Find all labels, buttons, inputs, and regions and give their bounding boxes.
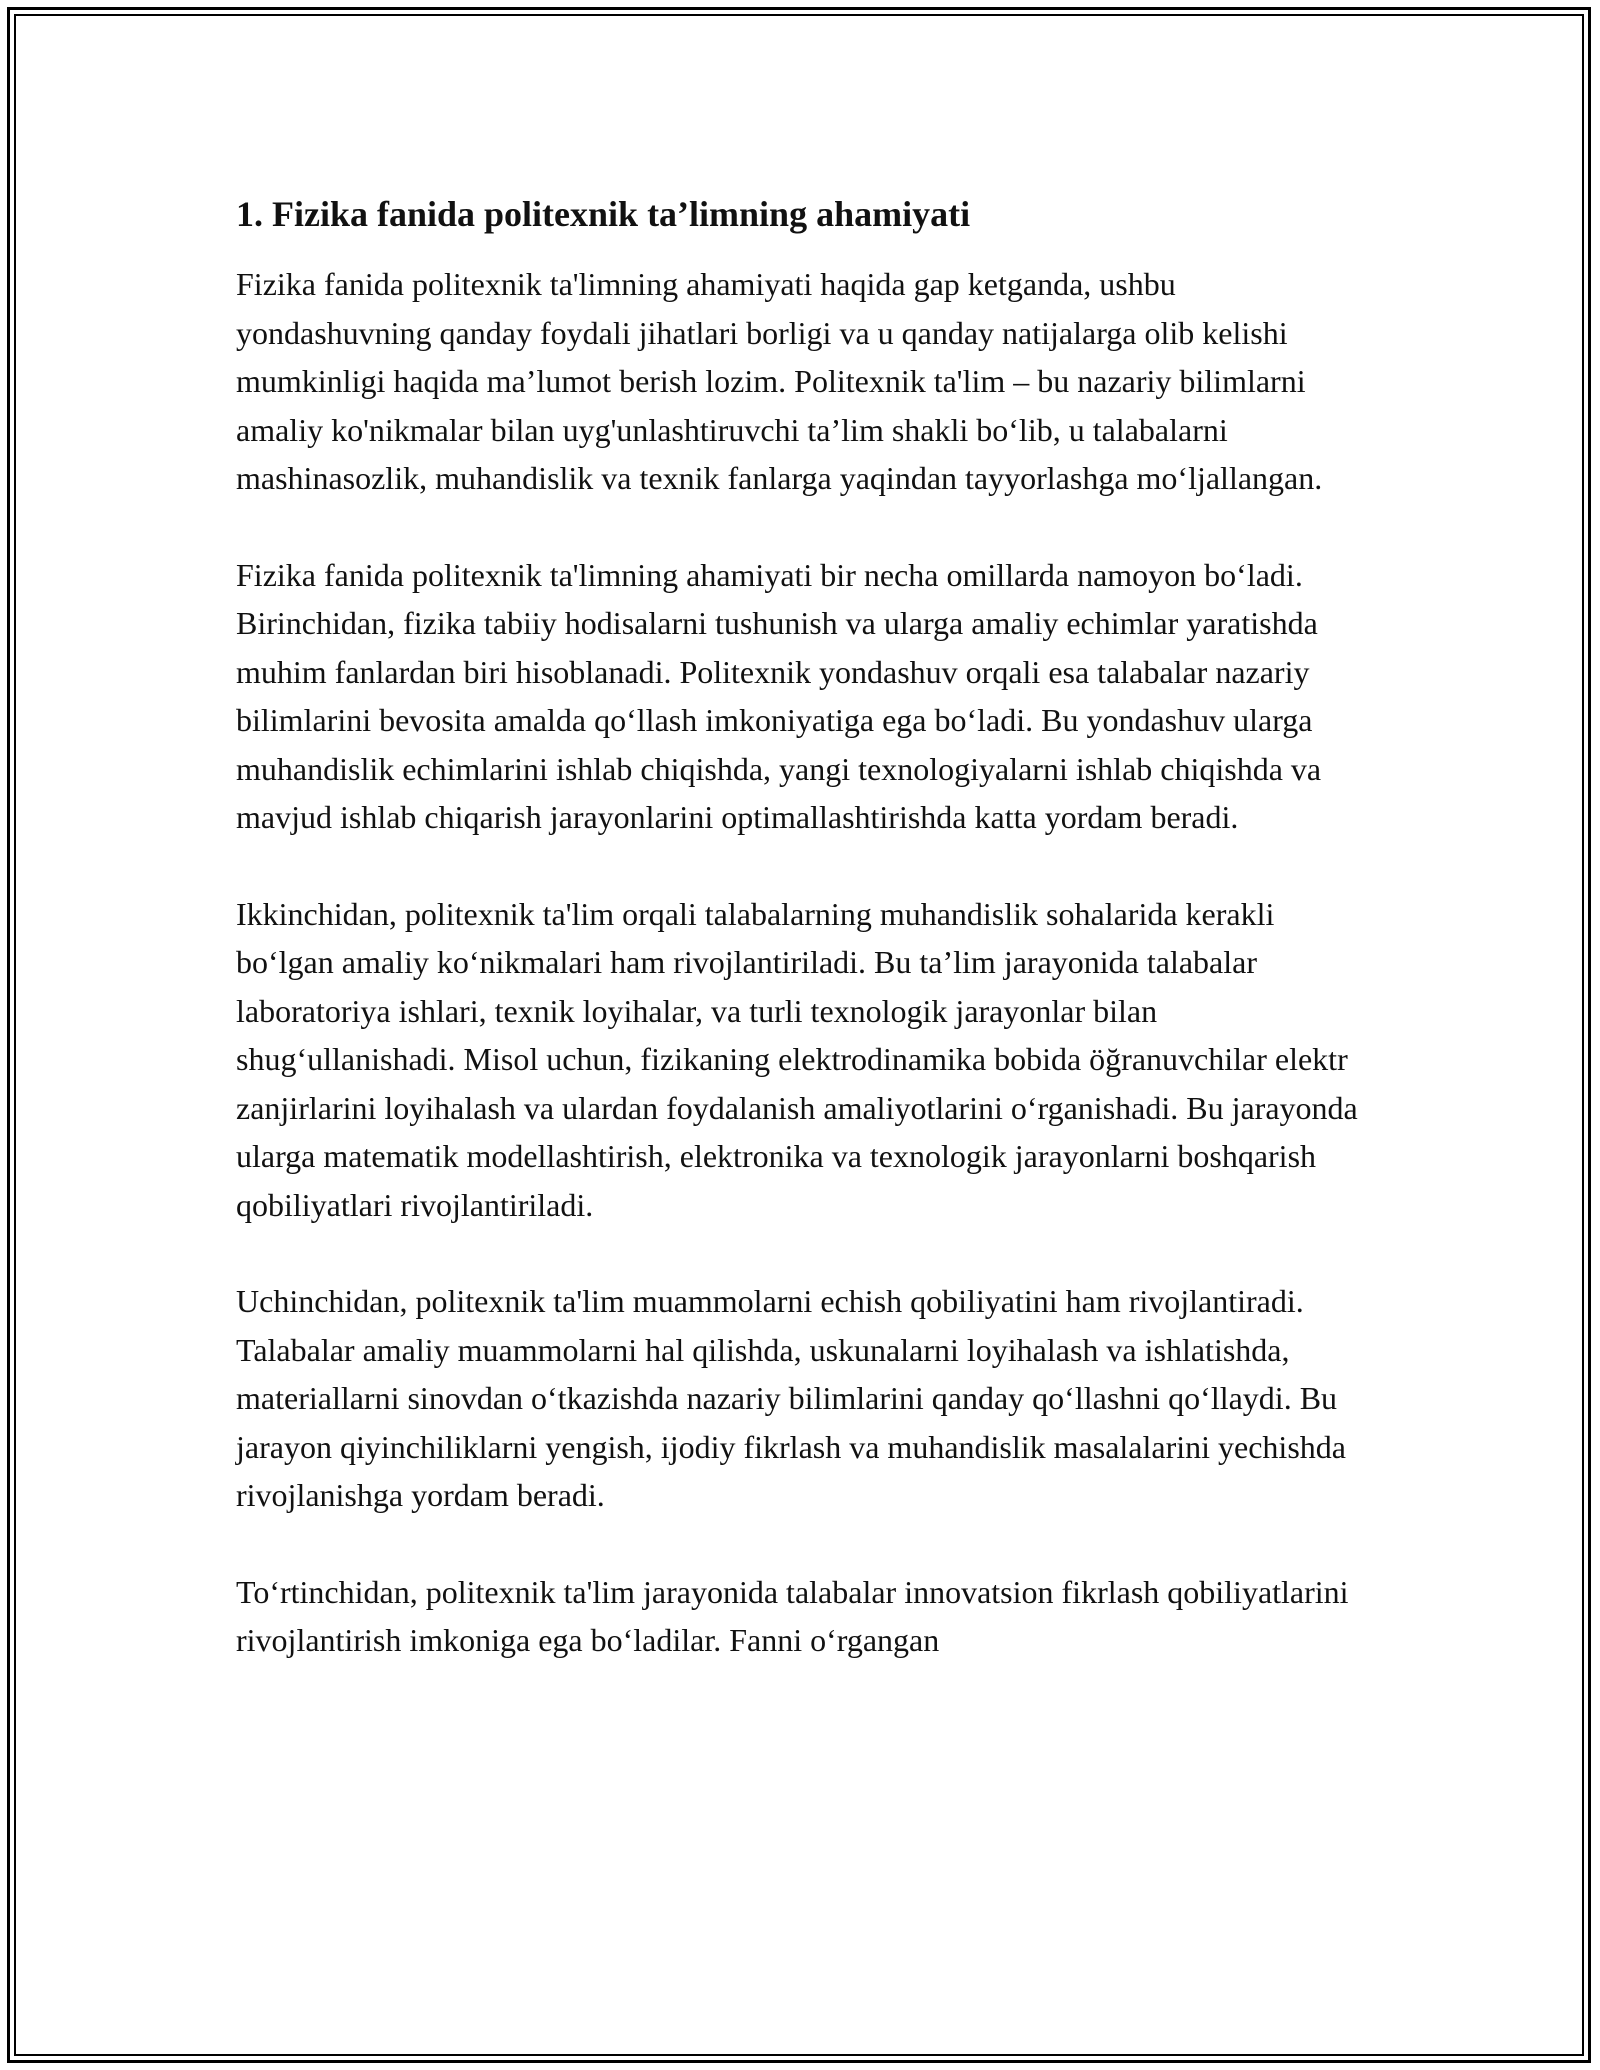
- paragraph-4: Uchinchidan, politexnik ta'lim muammolarni echish qobiliyatini ham rivojlantiradi. Talabalar amaliy muammolarni hal qilishda, uskunalarni loyihalash va ishlatishda, materiallarni sinovdan o‘tkazishda nazariy bilimlarini qanday qo‘llashni qo‘llaydi. Bu jarayon qiyinchiliklarni yengish, ijodiy fikrlash va muhandislik masalalarini yechishda rivojlanishga yordam beradi.: [236, 1283, 1346, 1513]
- paragraph-1: Fizika fanida politexnik ta'limning ahamiyati haqida gap ketganda, ushbu yondashuvning qanday foydali jihatlari borligi va u qanday natijalarga olib kelishi mumkinligi haqida ma’lumot berish lozim. Politexnik ta'lim – bu nazariy bilimlarni amaliy ko'nikmalar bilan uyg'unlashtiruvchi ta’lim shakli bo‘lib, u talabalarni mashinasozlik, muhandislik va texnik fanlarga yaqindan tayyorlashga mo‘ljallangan.: [236, 266, 1323, 496]
- paragraph-2: Fizika fanida politexnik ta'limning ahamiyati bir necha omillarda namoyon bo‘ladi. Birinchidan, fizika tabiiy hodisalarni tushunish va ularga amaliy echimlar yaratishda muhim fanlardan biri hisoblanadi. Politexnik yondashuv orqali esa talabalar nazariy bilimlarini bevosita amalda qo‘llash imkoniyatiga ega bo‘ladi. Bu yondashuv ularga muhandislik echimlarini ishlab chiqishda, yangi texnologiyalarni ishlab chiqishda va mavjud ishlab chiqarish jarayonlarini optimallashtirishda katta yordam beradi.: [236, 556, 1322, 835]
- paragraph-3: Ikkinchidan, politexnik ta'lim orqali talabalarning muhandislik sohalarida kerakli bo‘lgan amaliy ko‘nikmalari ham rivojlantiriladi. Bu ta’lim jarayonida talabalar laboratoriya ishlari, texnik loyihalar, va turli texnologik jarayonlar bilan shug‘ullanishadi. Misol uchun, fizikaning elektrodinamika bobida öğranuvchilar elektr zanjirlarini loyihalash va ulardan foydalanish amaliyotlarini o‘rganishadi. Bu jarayonda ularga matematik modellashtirish, elektronika va texnologik jarayonlarni boshqarish qobiliyatlari rivojlantiriladi.: [236, 895, 1358, 1223]
- section-heading: 1. Fizika fanida politexnik ta’limning ahamiyati: [236, 194, 971, 234]
- paragraph-5: To‘rtinchidan, politexnik ta'lim jarayonida talabalar innovatsion fikrlash qobiliyatlarini rivojlantirish imkoniga ega bo‘ladilar. Fanni o‘rgangan: [236, 1573, 1349, 1658]
- document-body: [236, 188, 1366, 1713]
